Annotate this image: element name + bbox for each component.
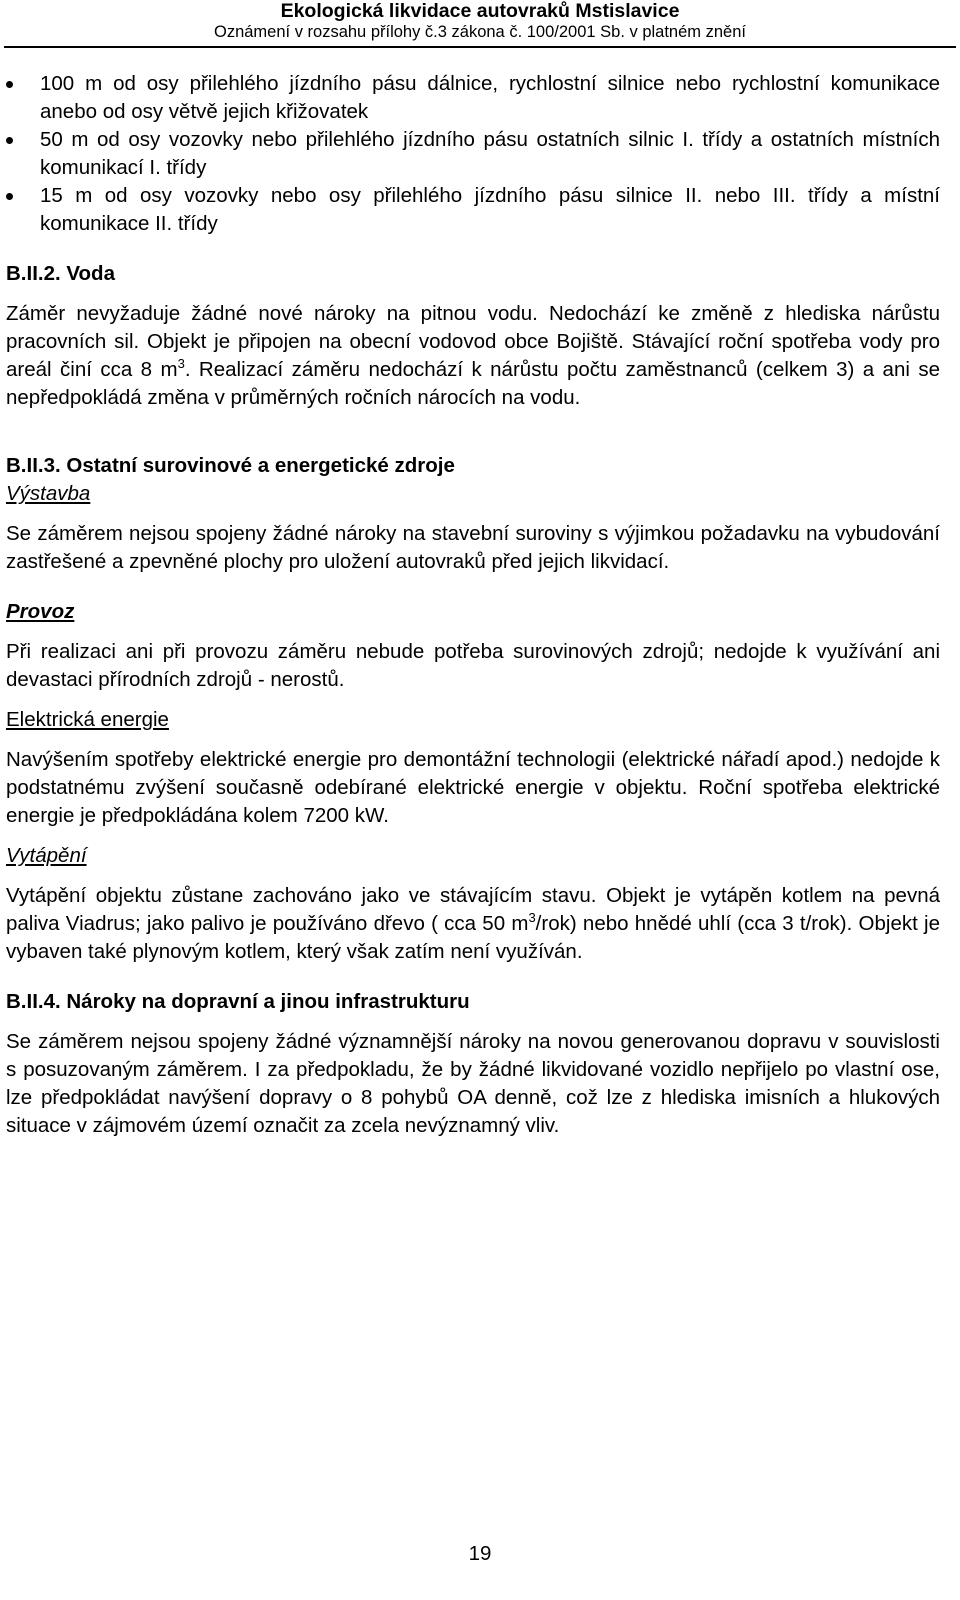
provoz-paragraph: Při realizaci ani při provozu záměru nebude potřeba surovinových zdrojů; nedojde k využívání ani devastaci přírodních zdrojů - nerostů.: [6, 640, 940, 691]
list-item: 50 m od osy vozovky nebo přilehlého jízdního pásu ostatních silnic I. třídy a ostatních místních komunikací I. třídy: [6, 126, 940, 182]
document-subtitle: Oznámení v rozsahu přílohy č.3 zákona č. 100/2001 Sb. v platném znění: [214, 23, 746, 41]
header-divider: [4, 46, 956, 48]
list-item: 100 m od osy přilehlého jízdního pásu dálnice, rychlostní silnice nebo rychlostní komunikace anebo od osy větvě jejich křižovatek: [6, 70, 940, 126]
vytapeni-paragraph: Vytápění objektu zůstane zachováno jako ve stávajícím stavu. Objekt je vytápěn kotlem na pevná paliva Viadrus; jako palivo je používáno dřevo ( cca 50 $m^3/rok$) nebo hnědé uhlí (cca 3 t/rok). Objekt je vybaven také plynovým kotlem, který však zatím není využíván.: [6, 884, 940, 963]
subheading-elektricka-energie: Elektrická energie: [6, 708, 169, 731]
distance-list: [6, 70, 940, 238]
energie-paragraph: Navýšením spotřeby elektrické energie pro demontážní technologii (elektrické nářadí apod.) nedojde k podstatnému zvýšení současně odebírané elektrické energie v objektu. Roční spotřeba elektrické energie je předpokládána kolem 7200 kW.: [6, 748, 940, 827]
page-body: [6, 70, 940, 1140]
doprava-paragraph: Se záměrem nejsou spojeny žádné významnější nároky na novou generovanou dopravu v souvislosti s posuzovaným záměrem. I za předpokladu, že by žádné likvidované vozidlo nepřijelo po vlastní ose, lze předpokládat navýšení dopravy o 8 pohybů OA denně, což lze z hlediska imisních a hlukových situace v zájmovém území označit za zcela nevýznamný vliv.: [6, 1030, 940, 1137]
subheading-vystavba: Výstavba: [6, 482, 91, 505]
document-title: Ekologická likvidace autovraků Mstislavice: [280, 0, 680, 22]
voda-paragraph: Záměr nevyžaduje žádné nové nároky na pitnou vodu. Nedochází ke změně z hlediska nárůstu pracovních sil. Objekt je připojen na obecní vodovod obce Bojiště. Stávající roční spotřeba vody pro areál činí cca 8 $m^3$. Realizací záměru nedochází k nárůstu počtu zaměstnanců (celkem 3) a ani se nepředpokládá změna v průměrných ročních nárocích na vodu.: [6, 302, 940, 409]
bullet-icon: [6, 81, 13, 88]
section-heading-voda: B.II.2. Voda: [6, 262, 115, 285]
section-heading-suroviny: B.II.3. Ostatní surovinové a energetické zdroje: [6, 454, 455, 477]
subheading-vytapeni: Vytápění: [6, 844, 87, 867]
page-number: 19: [468, 1542, 492, 1565]
list-item: 15 m od osy vozovky nebo osy přilehlého jízdního pásu silnice II. nebo III. třídy a místní komunikace II. třídy: [6, 182, 940, 238]
running-header: [0, 0, 960, 42]
vystavba-paragraph: Se záměrem nejsou spojeny žádné nároky na stavební suroviny s výjimkou požadavku na vybudování zastřešené a zpevněné plochy pro uložení autovraků před jejich likvidací.: [6, 522, 940, 573]
subheading-provoz: Provoz: [6, 600, 75, 623]
bullet-icon: [6, 193, 13, 200]
bullet-icon: [6, 137, 13, 144]
section-heading-doprava: B.II.4. Nároky na dopravní a jinou infrastrukturu: [6, 990, 470, 1013]
